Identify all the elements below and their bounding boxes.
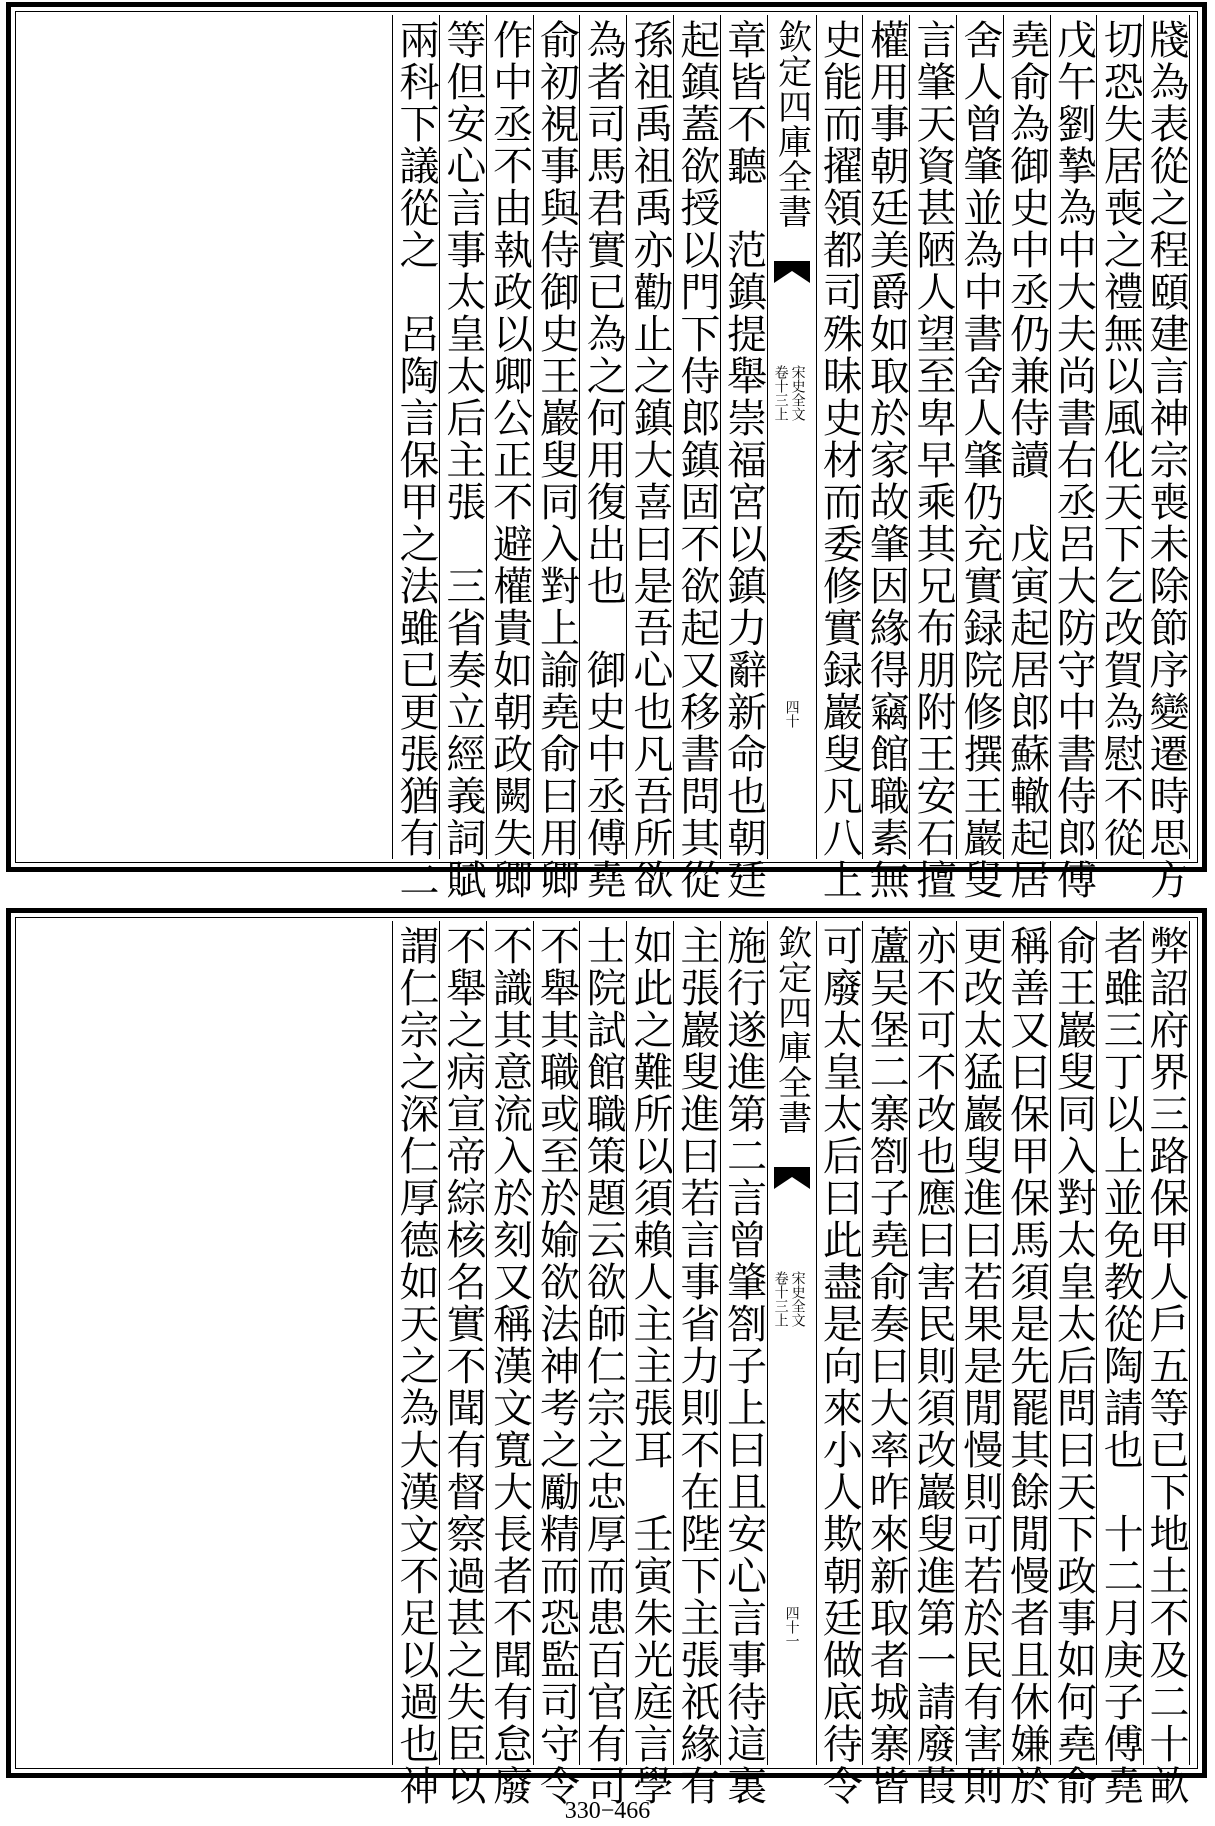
text-column <box>1003 921 1050 1807</box>
text-column <box>392 921 440 1807</box>
text-column <box>439 15 486 901</box>
text-column <box>1003 15 1050 901</box>
column-text: 切恐失居喪之禮無以風化天下乞改賀為慰不從 <box>1097 19 1144 859</box>
text-column <box>533 15 580 901</box>
book-title: 宋史全文 <box>789 1271 806 1327</box>
column-text: 不識其意流入於刻又稱漢文寬大長者不聞有怠廢 <box>486 925 533 1807</box>
column-text: 稱善又曰保甲保馬須是先罷其餘閒慢者且休嫌於 <box>1003 925 1050 1807</box>
column-text: 弊詔府界三路保甲人戶五等已下地土不及二十畝 <box>1143 925 1189 1807</box>
column-text: 亦不可不改也應曰害民則須改巖叟進第一請廢葭 <box>910 925 957 1807</box>
page-number: 四十一 <box>783 1606 800 1648</box>
text-column <box>956 921 1003 1807</box>
volume-label: 卷十三上 <box>772 365 789 421</box>
column-text: 不舉之病宣帝綜核名實不聞有督察過甚之失臣以 <box>439 925 486 1807</box>
text-column <box>579 15 627 901</box>
column-text: 不舉其職或至於媮欲法神考之勵精而恐監司守令 <box>533 925 580 1807</box>
text-column <box>956 15 1003 901</box>
text-column <box>673 15 720 901</box>
column-text: 主張巖叟進曰若言事省力則不在陛下主張祇緣有 <box>673 925 720 1807</box>
text-column <box>909 921 957 1807</box>
text-columns <box>23 15 1190 901</box>
column-text: 舍人曾肇並為中書舍人肇仍充實録院修撰王巖叟 <box>956 19 1003 901</box>
fish-tail-mark-icon <box>774 261 810 283</box>
text-column <box>626 921 674 1807</box>
center-fold-column <box>767 921 816 1765</box>
text-column <box>720 15 767 901</box>
text-column <box>1096 921 1144 1807</box>
text-column <box>1143 921 1190 1807</box>
collection-title: 欽定四庫全書 <box>771 925 812 1135</box>
column-text: 可廢太皇太后曰此盡是向來小人欺朝廷做底待令 <box>816 925 863 1807</box>
text-column <box>816 15 863 901</box>
column-text: 俞王巖叟同入對太皇太后問曰天下政事如何堯俞 <box>1050 925 1097 1807</box>
column-text: 史能而擢領都司殊昧史材而委修實録巖叟凡八上 <box>816 19 863 901</box>
fish-tail-mark-icon <box>774 1167 810 1189</box>
column-text: 兩科下議從之 呂陶言保甲之法雖已更張猶有二 <box>393 19 440 901</box>
text-column <box>486 921 533 1807</box>
collection-title: 欽定四庫全書 <box>771 19 812 229</box>
column-text: 為者司馬君實已為之何用復出也 御史中丞傅堯 <box>580 19 627 901</box>
text-column <box>392 15 440 901</box>
column-text: 作中丞不由執政以卿公正不避權貴如朝政闕失卿 <box>486 19 533 901</box>
volume-label: 卷十三上 <box>772 1271 789 1327</box>
text-column <box>1050 15 1097 901</box>
text-column <box>486 15 533 901</box>
page-footer-number: 330−466 <box>564 1798 651 1824</box>
text-column <box>909 15 957 901</box>
column-text: 更改太猛巖叟進曰若果是閒慢則可若於民有害則 <box>956 925 1003 1807</box>
text-column <box>439 921 486 1807</box>
column-text: 謂仁宗之深仁厚德如天之為大漢文不足以過也神 <box>393 925 440 1807</box>
text-column <box>862 15 910 901</box>
text-column <box>816 921 863 1807</box>
text-column <box>862 921 910 1807</box>
column-text: 士院試館職策題云欲師仁宗之忠厚而患百官有司 <box>580 925 627 1807</box>
column-text: 起鎮蓋欲授以門下侍郎鎮固不欲起又移書問其從 <box>673 19 720 901</box>
column-text: 堯俞為御史中丞仍兼侍讀 戊寅起居郎蘇轍起居 <box>1003 19 1050 901</box>
top-page <box>6 2 1207 901</box>
bottom-page <box>6 908 1207 1807</box>
column-text: 如此之難所以須賴人主主張耳 壬寅朱光庭言學 <box>627 925 674 1807</box>
center-fold-column <box>767 15 816 859</box>
text-column <box>720 921 767 1807</box>
text-column <box>1050 921 1097 1807</box>
text-column <box>533 921 580 1807</box>
column-text: 權用事朝廷美爵如取於家故肇因緣得竊館職素無 <box>863 19 910 901</box>
column-text: 蘆吴堡二寨劄子堯俞奏曰大率昨來新取者城寨皆 <box>863 925 910 1807</box>
column-text: 言肇天資甚陋人望至卑早乘其兄布朋附王安石擅 <box>910 19 957 901</box>
text-columns <box>23 921 1190 1807</box>
text-column <box>626 15 674 901</box>
book-title: 宋史全文 <box>789 365 806 421</box>
text-column <box>1143 15 1190 901</box>
column-text: 等但安心言事太皇太后主張 三省奏立經義詞賦 <box>439 19 486 901</box>
column-text: 施行遂進第二言曾肇劄子上曰且安心言事待這裏 <box>720 925 767 1807</box>
text-column <box>1096 15 1143 859</box>
page-number: 四十 <box>783 700 800 728</box>
column-text: 戊午劉摯為中大夫尚書右丞呂大防守中書侍郎傅 <box>1050 19 1097 901</box>
column-text: 者雖三丁以上並免教從陶請也 十二月庚子傅堯 <box>1097 925 1144 1807</box>
column-text: 牋為表從之程頤建言神宗喪未除節序變遷時思方 <box>1143 19 1189 901</box>
text-column <box>673 921 720 1807</box>
column-text: 俞初視事與侍御史王巖叟同入對上諭堯俞曰用卿 <box>533 19 580 901</box>
column-text: 章皆不聽 范鎮提舉崇福宮以鎮力辭新命也朝廷 <box>720 19 767 901</box>
column-text: 孫祖禹祖禹亦勸止之鎮大喜曰是吾心也凡吾所欲 <box>627 19 674 901</box>
text-column <box>579 921 627 1807</box>
